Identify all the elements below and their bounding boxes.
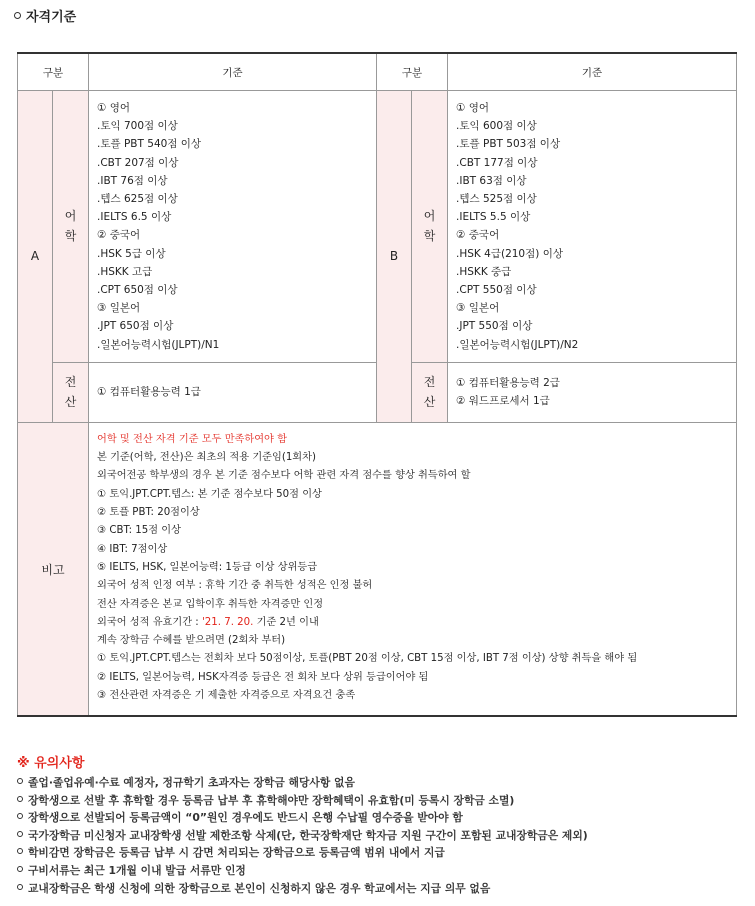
validity-date: '21. 7. 20.	[201, 616, 254, 628]
grade-a-label: A	[18, 91, 53, 423]
notes-row	[18, 422, 737, 716]
note-line: ③ CBT: 15점 이상	[97, 525, 181, 537]
criteria-line: .CPT 550점 이상	[456, 284, 537, 297]
bullet-icon	[14, 12, 21, 19]
criteria-line: .토익 700점 이상	[97, 120, 178, 133]
criteria-line: .IBT 63점 이상	[456, 174, 527, 187]
caution-item	[17, 844, 588, 862]
cautions-list	[17, 774, 588, 897]
header-criteria-b: 기준	[448, 53, 737, 91]
b-computer-label	[412, 362, 448, 422]
notes-label: 비고	[18, 422, 89, 716]
caution-item	[17, 774, 588, 792]
criteria-line: ② 중국어	[456, 229, 500, 242]
bullet-icon	[17, 831, 23, 837]
note-line: 외국어 성적 인정 여부 : 휴학 기간 중 취득한 성적은 인정 불허	[97, 580, 373, 592]
criteria-line: .토플 PBT 503점 이상	[456, 138, 561, 151]
criteria-line: .IELTS 5.5 이상	[456, 211, 531, 224]
criteria-line: ① 컴퓨터활용능력 1급	[97, 386, 201, 399]
caution-text: 구비서류는 최근 1개월 이내 발급 서류만 인정	[28, 863, 246, 877]
note-line: ⑤ IELTS, HSK, 일본어능력: 1등급 이상 상위등급	[97, 561, 318, 573]
note-line: ① 토익.JPT.CPT.텝스는 전회차 보다 50점이상, 토플(PBT 20점 이상, CBT 15점 이상, IBT 7점 이상) 상향 취득을 해야 됨	[97, 653, 638, 665]
notes-validity: 외국어 성적 유효기간 : '21. 7. 20. 기준 2년 이내	[97, 616, 319, 628]
criteria-line: .IELTS 6.5 이상	[97, 211, 172, 224]
a-computer-label	[53, 362, 89, 422]
note-line: ② IELTS, 일본어능력, HSK자격증 등급은 전 회차 보다 상위 등급이어야 됨	[97, 671, 429, 683]
header-criteria-a: 기준	[89, 53, 377, 91]
caution-text: 졸업·졸업유예·수료 예정자, 정규학기 초과자는 장학금 해당사항 없음	[28, 776, 355, 789]
bullet-icon	[17, 796, 23, 802]
note-line: ④ IBT: 7점이상	[97, 543, 168, 555]
note-line: 계속 장학금 수혜를 받으려면 (2회차 부터)	[97, 635, 286, 647]
grade-b-label: B	[377, 91, 412, 423]
vertical-label-text: 전 산	[423, 375, 436, 410]
criteria-line: ② 중국어	[97, 229, 141, 242]
note-line: ① 토익.JPT.CPT.텝스: 본 기준 점수보다 50점 이상	[97, 488, 322, 500]
a-language-criteria	[89, 91, 377, 363]
criteria-line: .JPT 650점 이상	[97, 320, 174, 333]
section-title-text: 자격기준	[26, 10, 77, 25]
caution-text: 학비감면 장학금은 등록금 납부 시 감면 처리되는 장학금으로 등록금액 범위 내에서 지급	[28, 846, 445, 860]
caution-text: 국가장학금 미신청자 교내장학생 선발 제한조항 삭제(단, 한국장학재단 학자금 지원 구간이 포함된 교내장학금은 제외)	[28, 828, 588, 842]
vertical-label-text: 어 학	[423, 209, 436, 244]
notes-content	[89, 422, 737, 716]
criteria-line: ② 워드프로세서 1급	[456, 395, 550, 408]
cautions-title: ※ 유의사항	[17, 756, 85, 771]
criteria-line: .CPT 650점 이상	[97, 284, 178, 297]
notes-requirement: 어학 및 전산 자격 기준 모두 만족하여야 함	[97, 433, 287, 445]
caution-item	[17, 809, 588, 827]
criteria-line: .HSK 4급(210점) 이상	[456, 247, 563, 260]
note-line: ② 토플 PBT: 20점이상	[97, 507, 200, 519]
language-row	[18, 91, 737, 363]
a-computer-criteria	[89, 362, 377, 422]
bullet-icon	[17, 778, 23, 784]
criteria-line: .일본어능력시험(JLPT)/N2	[456, 338, 579, 351]
caution-text: 교내장학금은 학생 신청에 의한 장학금으로 본인이 신청하지 않은 경우 학교에서는 지급 의무 없음	[28, 881, 491, 895]
bullet-icon	[17, 848, 23, 854]
caution-item	[17, 862, 588, 880]
criteria-line: .일본어능력시험(JLPT)/N1	[97, 338, 220, 351]
criteria-line: .텝스 525점 이상	[456, 193, 537, 206]
criteria-line: ③ 일본어	[97, 302, 141, 315]
table-header-row	[18, 53, 737, 91]
vertical-label-text: 전 산	[64, 375, 77, 410]
note-line: 본 기준(어학, 전산)은 최초의 적용 기준임(1회차)	[97, 452, 316, 464]
criteria-line: .토플 PBT 540점 이상	[97, 138, 202, 151]
criteria-line: .CBT 207점 이상	[97, 156, 179, 169]
section-title	[14, 6, 76, 25]
a-language-label	[53, 91, 89, 363]
caution-item	[17, 880, 588, 898]
criteria-line: .HSKK 고급	[97, 265, 153, 278]
criteria-line: .텝스 625점 이상	[97, 193, 178, 206]
b-computer-criteria	[448, 362, 737, 422]
criteria-line: ① 컴퓨터활용능력 2급	[456, 377, 560, 390]
criteria-line: .CBT 177점 이상	[456, 156, 538, 169]
header-category-b: 구분	[377, 53, 448, 91]
bullet-icon	[17, 813, 23, 819]
caution-text: 장학생으로 선발되어 등록금액이 “0”원인 경우에도 반드시 은행 수납필 영수증을 받아야 함	[28, 811, 463, 825]
cautions-section	[17, 752, 588, 897]
note-line: 전산 자격증은 본교 입학이후 취득한 자격증만 인정	[97, 598, 324, 610]
b-language-criteria	[448, 91, 737, 363]
criteria-line: .HSKK 중급	[456, 265, 512, 278]
b-language-label	[412, 91, 448, 363]
note-line: 외국어전공 학부생의 경우 본 기준 점수보다 어학 관련 자격 점수를 향상 취득하여 할	[97, 470, 471, 482]
vertical-label-text: 어 학	[64, 209, 77, 244]
caution-text: 장학생으로 선발 후 휴학할 경우 등록금 납부 후 휴학해야만 장학혜택이 유효함(미 등록시 장학금 소멸)	[28, 793, 515, 807]
criteria-line: .IBT 76점 이상	[97, 174, 168, 187]
caution-item	[17, 827, 588, 845]
bullet-icon	[17, 884, 23, 890]
note-line: ③ 전산관련 자격증은 기 제출한 자격증으로 자격요건 충족	[97, 690, 356, 701]
criteria-line: ① 영어	[456, 102, 490, 114]
criteria-line: ③ 일본어	[456, 302, 500, 315]
criteria-line: ① 영어	[97, 102, 131, 114]
criteria-line: .토익 600점 이상	[456, 120, 537, 133]
caution-item	[17, 792, 588, 810]
criteria-line: .HSK 5급 이상	[97, 247, 166, 260]
criteria-line: .JPT 550점 이상	[456, 320, 533, 333]
header-category-a: 구분	[18, 53, 89, 91]
qualification-table	[17, 52, 737, 717]
bullet-icon	[17, 866, 23, 872]
